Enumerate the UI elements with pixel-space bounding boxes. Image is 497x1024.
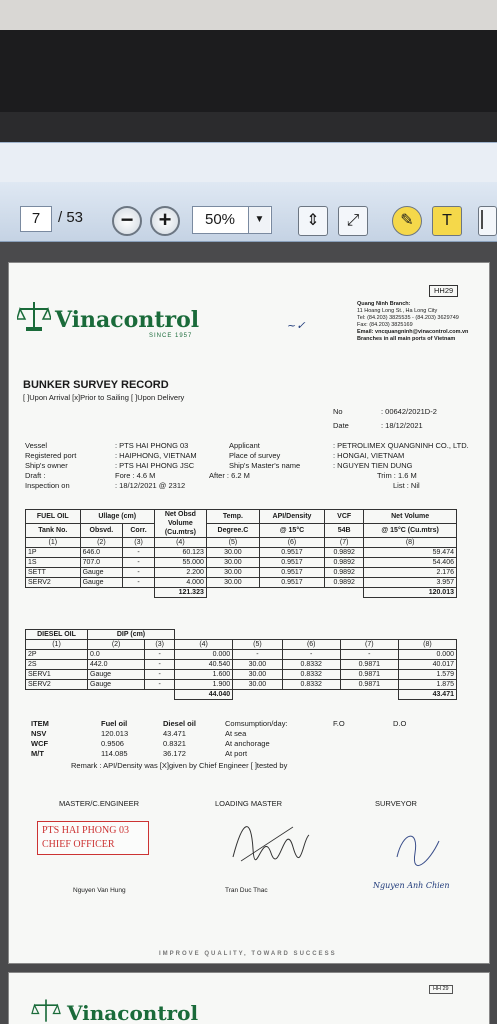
branch-info: Quang Ninh Branch: 11 Hoang Long St., Ha Long City Tel: (84.203) 3825535 - (84.203) 3629749 Fax: (84.203) 3825169 Email: vncquangninh@vinacontrol.com.vn Branches in all main ports of Vietnam (357, 301, 469, 342)
summary-row: WCF 0.9506 0.8321 At anchorage (31, 739, 270, 748)
fuel-oil-table: FUEL OIL Ullage (cm) Net Obsd Volume (Cu.mtrs) Temp. API/Density VCF Net Volume Tank No. Obsvd. Corr. Degree.C @ 15°C 54B @ 15°C (Cu.mtrs) (1) (2) (3) (4) (5) (6) (7) (8) 1P 646.0 - 60.123 30.00 0.9517 0.9892 59.474 1S 707.0 - 55.000 30.00 0.9517 0.9892 54.406 SETT Gauge - 2.200 30.00 0.9517 0.9892 2.176 SERV2 Gauge - 4.000 30.00 0.9517 0.9892 3.957 121.323 120.013 (25, 509, 457, 598)
pdf-toolbar (0, 182, 497, 242)
next-page-logo-text: Vinacontrol (67, 1001, 199, 1024)
handwritten-initials: ~✓ (287, 319, 306, 332)
form-code: HH29 (429, 285, 458, 297)
record-date-label: Date (333, 421, 349, 430)
remark: Remark : API/Density was [X]given by Chief Engineer [ ]tested by (71, 761, 288, 770)
chevron-down-icon[interactable]: ▼ (248, 207, 270, 233)
document-title: BUNKER SURVEY RECORD (23, 379, 169, 391)
summary-row: NSV 120.013 43.471 At sea (31, 729, 247, 738)
info-right: Applicant : PETROLIMEX QUANGNINH CO., LTD. Place of survey : HONGAI, VIETNAM Ship's Master's name : NGUYEN TIEN DUNG (229, 441, 469, 470)
table-row: 2P 0.0 - 0.000 - - - 0.000 (26, 650, 457, 660)
list-value: List : Nil (393, 481, 420, 490)
monitor-strip (0, 112, 497, 142)
table-row: SERV1 Gauge - 1.600 30.00 0.8332 0.9871 1.579 (26, 670, 457, 680)
after-draft: After : 6.2 M (209, 471, 250, 480)
page-number-input[interactable]: 7 (20, 206, 52, 232)
document-page (8, 262, 490, 964)
name-surveyor: Nguyen Anh Chien (373, 881, 450, 890)
diesel-oil-table: DIESEL OIL DIP (cm) (1) (2) (3) (4) (5) (6) (7) (8) 2P 0.0 - 0.000 - - - 0.000 2S 442.0 - 40.540 30.00 0.8332 0.9871 40.017 SERV1 Gauge - 1.600 30.00 0.8332 0.9871 1.579 SERV2 Gauge - 1.900 30.00 0.8332 0.9871 1.875 44.040 43.471 (25, 629, 457, 700)
footer-slogan: IMPROVE QUALITY, TOWARD SUCCESS (159, 951, 337, 957)
table-row: 1S 707.0 - 55.000 30.00 0.9517 0.9892 54.406 (26, 558, 457, 568)
name-loading-master: Tran Duc Thac (225, 887, 268, 894)
zoom-out-button[interactable] (112, 206, 142, 236)
loading-master-label: LOADING MASTER (215, 799, 283, 808)
fit-page-icon[interactable]: ⇕ (298, 206, 328, 236)
table-row: SERV2 Gauge - 1.900 30.00 0.8332 0.9871 1.875 (26, 680, 457, 690)
fit-width-icon[interactable]: ⤢ (338, 206, 368, 236)
summary-section: ITEM Fuel oil Diesel oil Comsumption/day: F.O D.O NSV 120.013 43.471 At sea WCF 0.9506 0.8321 At anchorage M/T 114.085 36.172 At port Remark : API/Density was [X]given by Chief Engineer [ ]tested by (31, 719, 471, 771)
table-row: SERV2 Gauge - 4.000 30.00 0.9517 0.9892 3.957 (26, 578, 457, 588)
table-total-row: 121.323 120.013 (26, 588, 457, 598)
comment-icon[interactable]: ✎ (392, 206, 422, 236)
next-page-logo-icon (31, 997, 61, 1024)
company-logo-text: Vinacontrol (55, 307, 200, 333)
loading-master-signature (223, 809, 313, 869)
table-total-row: 44.040 43.471 (26, 690, 457, 700)
info-left: Vessel : PTS HAI PHONG 03 Registered port : HAIPHONG, VIETNAM Ship's owner : PTS HAI PHONG JSC Draft : Fore : 4.6 M Inspection on : 18/12/2021 @ 2312 (25, 441, 197, 490)
survey-type: [ ]Upon Arrival [x]Prior to Sailing [ ]Upon Delivery (23, 393, 185, 402)
table-row: SETT Gauge - 2.200 30.00 0.9517 0.9892 2.176 (26, 568, 457, 578)
zoom-level-select[interactable]: 50% (192, 206, 272, 234)
highlight-text-icon[interactable]: T (432, 206, 462, 236)
next-document-page (8, 972, 490, 1024)
record-no-label: No (333, 407, 343, 416)
page-total-label: / 53 (58, 209, 84, 226)
surveyor-label: SURVEYOR (375, 799, 417, 808)
summary-row: M/T 114.085 36.172 At port (31, 749, 248, 758)
more-tools-icon[interactable]: ▏ (478, 206, 497, 236)
window-title-bar (0, 142, 497, 182)
surveyor-signature (389, 823, 449, 869)
trim-value: Trim : 1.6 M (377, 471, 417, 480)
next-page-form-code: HH 29 (429, 985, 453, 994)
ship-stamp: PTS HAI PHONG 03 CHIEF OFFICER (37, 821, 149, 855)
table-row: 1P 646.0 - 60.123 30.00 0.9517 0.9892 59.474 (26, 548, 457, 558)
minus-icon: − (120, 207, 134, 232)
master-label: MASTER/C.ENGINEER (59, 799, 140, 808)
plus-icon: + (158, 207, 172, 232)
record-no-value: : 00642/2021D-2 (381, 407, 437, 416)
record-date-value: : 18/12/2021 (381, 421, 423, 430)
table-row: 2S 442.0 - 40.540 30.00 0.8332 0.9871 40.017 (26, 660, 457, 670)
vinacontrol-logo-icon (17, 299, 51, 333)
name-chief-engineer: Nguyen Van Hung (73, 887, 126, 894)
zoom-in-button[interactable] (150, 206, 180, 236)
logo-since: SINCE 1957 (149, 333, 193, 339)
